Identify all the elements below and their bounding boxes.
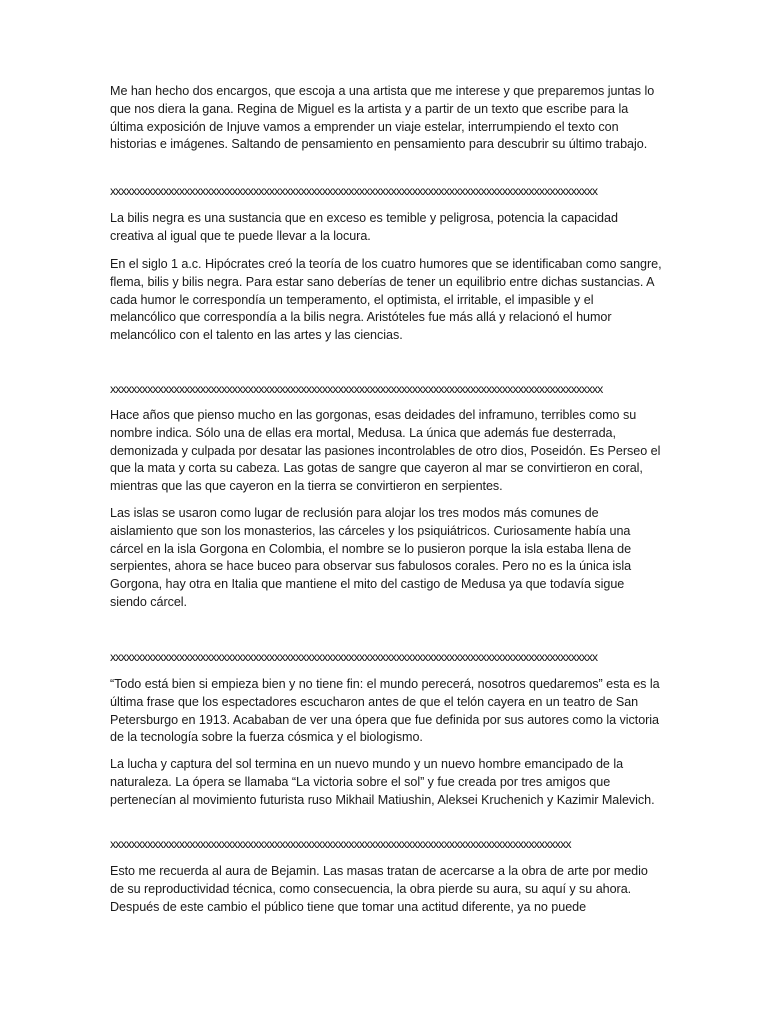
paragraph-bilis-negra: La bilis negra es una sustancia que en exceso es temible y peligrosa, potencia la capacidad creativa al igual que te puede llevar a la locura.	[110, 211, 618, 243]
paragraph-hipocrates: En el siglo 1 a.c. Hipócrates creó la teoría de los cuatro humores que se identificaban como sangre, flema, bilis y bilis negra. Para estar sano deberías de tener un equilibrio entre dichas sustancias. A cada humor le correspondía un temperamento, el optimista, el irritable, el impasible y el melancólico que correspondía a la bilis negra. Aristóteles fue más allá y relacionó el humor melancólico con el talento en las artes y las ciencias.	[110, 257, 662, 343]
paragraph-intro: Me han hecho dos encargos, que escoja a una artista que me interese y que preparemos juntas lo que nos diera la gana. Regina de Miguel es la artista y a partir de un texto que escribe para la última exposición de Injuve vamos a emprender un viaje estelar, interrumpiendo el texto con historias e imágenes. Saltando de pensamiento en pensamiento para descubrir su último trabajo.	[110, 84, 655, 152]
paragraph-victoria-sobre-el-sol: La lucha y captura del sol termina en un nuevo mundo y un nuevo hombre emancipado de la naturaleza. La ópera se llamaba “La victoria sobre el sol” y fue creada por tres amigos que pertenecían al movimiento futurista ruso Mikhail Matiushin, Aleksei Kruchenich y Kazimir Malevich.	[110, 757, 655, 807]
separator-line: xxxxxxxxxxxxxxxxxxxxxxxxxxxxxxxxxxxxxxxxxxxxxxxxxxxxxxxxxxxxxxxxxxxxxxxxxxxxxxxxxxxxxxxxxxxx	[110, 184, 598, 198]
paragraph-gorgonas: Hace años que pienso mucho en las gorgonas, esas deidades del inframuno, terribles como su nombre indica. Sólo una de ellas era mortal, Medusa. La única que además fue desterrada, demonizada y culpada por desatar las pasiones incontrolables de otro dios, Poseidón. Es Perseo el que la mata y corta su cabeza. Las gotas de sangre que cayeron al mar se convirtieron en coral, mientras que las que cayeron en la tierra se convirtieron en serpientes.	[110, 408, 661, 494]
separator-line: xxxxxxxxxxxxxxxxxxxxxxxxxxxxxxxxxxxxxxxxxxxxxxxxxxxxxxxxxxxxxxxxxxxxxxxxxxxxxxxxxxxxxxxxxxxxx	[110, 382, 603, 396]
paragraph-islas: Las islas se usaron como lugar de reclusión para alojar los tres modos más comunes de aislamiento que son los monasterios, las cárceles y los psiquiátricos. Curiosamente había una cárcel en la isla Gorgona en Colombia, el nombre se lo pusieron porque la isla estaba llena de serpientes, ahora se hace buceo para observar sus fabulosos corales. Pero no es la única isla Gorgona, hay otra en Italia que mantiene el mito del castigo de Medusa ya que todavía sigue siendo cárcel.	[110, 506, 632, 609]
paragraph-todo-esta-bien: “Todo está bien si empieza bien y no tiene fin: el mundo perecerá, nosotros quedaremos” esta es la última frase que los espectadores escucharon antes de que el telón cayera en un teatro de San Petersburgo en 1913. Acababan de ver una ópera que fue definida por sus autores como la victoria de la tecnología sobre la fuerza cósmica y el biologismo.	[110, 677, 660, 745]
separator-line: xxxxxxxxxxxxxxxxxxxxxxxxxxxxxxxxxxxxxxxxxxxxxxxxxxxxxxxxxxxxxxxxxxxxxxxxxxxxxxxxxxxxxxxxxxxx	[110, 650, 598, 664]
paragraph-aura-benjamin: Esto me recuerda al aura de Bejamin. Las masas tratan de acercarse a la obra de arte por medio de su reproductividad técnica, como consecuencia, la obra pierde su aura, su aquí y su ahora. Después de este cambio el público tiene que tomar una actitud diferente, ya no puede	[110, 864, 648, 914]
separator-line: xxxxxxxxxxxxxxxxxxxxxxxxxxxxxxxxxxxxxxxxxxxxxxxxxxxxxxxxxxxxxxxxxxxxxxxxxxxxxxxxxxxxxxx	[110, 837, 571, 851]
